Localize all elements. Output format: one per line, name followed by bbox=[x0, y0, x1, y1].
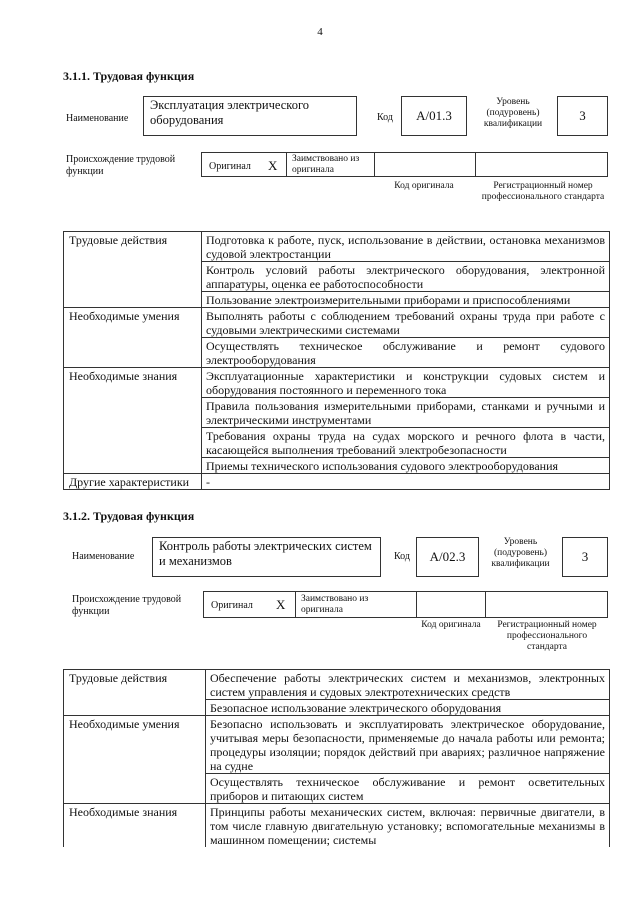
description-cell: Осуществлять техническое обслуживание и ремонт судового электрооборудования bbox=[202, 338, 610, 368]
divider bbox=[475, 153, 476, 176]
category-cell: Трудовые действия bbox=[64, 670, 206, 716]
description-cell: Принципы работы механических систем, включая: первичные двигатели, в том числе главную двигательную установку; вспомогательные механизмы в машинном помещении; системы bbox=[206, 804, 610, 848]
divider bbox=[295, 592, 296, 617]
origin-strip bbox=[203, 591, 608, 618]
description-cell: Пользование электроизмерительными приборами и приспособлениями bbox=[202, 292, 610, 308]
description-cell: Обеспечение работы электрических систем и механизмов, электронных систем управления и судовых электротехнических средств bbox=[206, 670, 610, 700]
code-original-label: Код оригинала bbox=[421, 620, 481, 630]
description-cell: - bbox=[202, 474, 610, 490]
description-cell: Выполнять работы с соблюдением требований охраны труда при работе с судовыми электрическими системами bbox=[202, 308, 610, 338]
description-cell: Осуществлять техническое обслуживание и ремонт осветительных приборов и питающих систем bbox=[206, 774, 610, 804]
original-mark: X bbox=[268, 158, 278, 173]
category-cell: Необходимые знания bbox=[64, 804, 206, 848]
code-label: Код bbox=[394, 551, 410, 562]
code-value-box: A/02.3 bbox=[416, 537, 479, 577]
divider bbox=[374, 153, 375, 176]
level-value-box: 3 bbox=[562, 537, 608, 577]
divider bbox=[485, 592, 486, 617]
reg-number-label: Регистрационный номер профессионального стандарта bbox=[481, 181, 605, 202]
section-title: 3.1.2. Трудовая функция bbox=[63, 509, 195, 523]
origin-label: Происхождение трудовой функции bbox=[72, 594, 182, 617]
function-table bbox=[63, 669, 610, 847]
category-cell: Необходимые умения bbox=[64, 308, 202, 368]
description-cell: Требования охраны труда на судах морского и речного флота в части, касающейся выполнения требований электробезопасности bbox=[202, 428, 610, 458]
description-cell: Приемы технического использования судового электрооборудования bbox=[202, 458, 610, 474]
section-title: 3.1.1. Трудовая функция bbox=[63, 69, 195, 83]
table-row bbox=[64, 804, 610, 848]
original-label: Оригинал bbox=[209, 161, 251, 172]
table-row bbox=[64, 308, 610, 338]
name-label: Наименование bbox=[72, 551, 135, 562]
description-cell: Контроль условий работы электрического оборудования, электронной аппаратуры, оценка ее работоспособности bbox=[202, 262, 610, 292]
code-label: Код bbox=[377, 112, 393, 123]
original-label: Оригинал bbox=[211, 600, 253, 611]
category-cell: Трудовые действия bbox=[64, 232, 202, 308]
code-original-label: Код оригинала bbox=[394, 181, 454, 191]
name-label: Наименование bbox=[66, 113, 129, 124]
page-number: 4 bbox=[317, 26, 323, 38]
borrowed-label: Заимствовано из оригинала bbox=[301, 594, 369, 615]
table-row bbox=[64, 670, 610, 700]
level-value-box: 3 bbox=[557, 96, 608, 136]
description-cell: Подготовка к работе, пуск, использование в действии, остановка механизмов судовой электростанции bbox=[202, 232, 610, 262]
category-cell: Необходимые умения bbox=[64, 716, 206, 804]
level-label: Уровень (подуровень) квалификации bbox=[483, 97, 543, 129]
divider bbox=[416, 592, 417, 617]
description-cell: Эксплуатационные характеристики и конструкции судовых систем и оборудования постоянного и переменного тока bbox=[202, 368, 610, 398]
function-table bbox=[63, 231, 610, 490]
original-mark: X bbox=[276, 597, 286, 612]
code-value-box: A/01.3 bbox=[401, 96, 467, 136]
table-row bbox=[64, 368, 610, 398]
category-cell: Необходимые знания bbox=[64, 368, 202, 474]
function-name-box: Эксплуатация электрического оборудования bbox=[143, 96, 357, 136]
table-row bbox=[64, 232, 610, 262]
borrowed-label: Заимствовано из оригинала bbox=[292, 154, 360, 175]
description-cell: Правила пользования измерительными приборами, станками и ручными и электрическими инструментами bbox=[202, 398, 610, 428]
table-row bbox=[64, 474, 610, 490]
reg-number-label: Регистрационный номер профессионального стандарта bbox=[497, 620, 597, 652]
origin-label: Происхождение трудовой функции bbox=[66, 154, 176, 177]
level-label: Уровень (подуровень) квалификации bbox=[491, 537, 550, 569]
description-cell: Безопасное использование электрического оборудования bbox=[206, 700, 610, 716]
category-cell: Другие характеристики bbox=[64, 474, 202, 490]
function-name-box: Контроль работы электрических систем и механизмов bbox=[152, 537, 381, 577]
table-row bbox=[64, 716, 610, 774]
divider bbox=[286, 153, 287, 176]
origin-strip bbox=[201, 152, 608, 177]
description-cell: Безопасно использовать и эксплуатировать электрическое оборудование, учитывая меры безопасности, применяемые до начала работы или ремонта; процедуры изоляции; порядок действий при авариях; различное напряжение на судне bbox=[206, 716, 610, 774]
